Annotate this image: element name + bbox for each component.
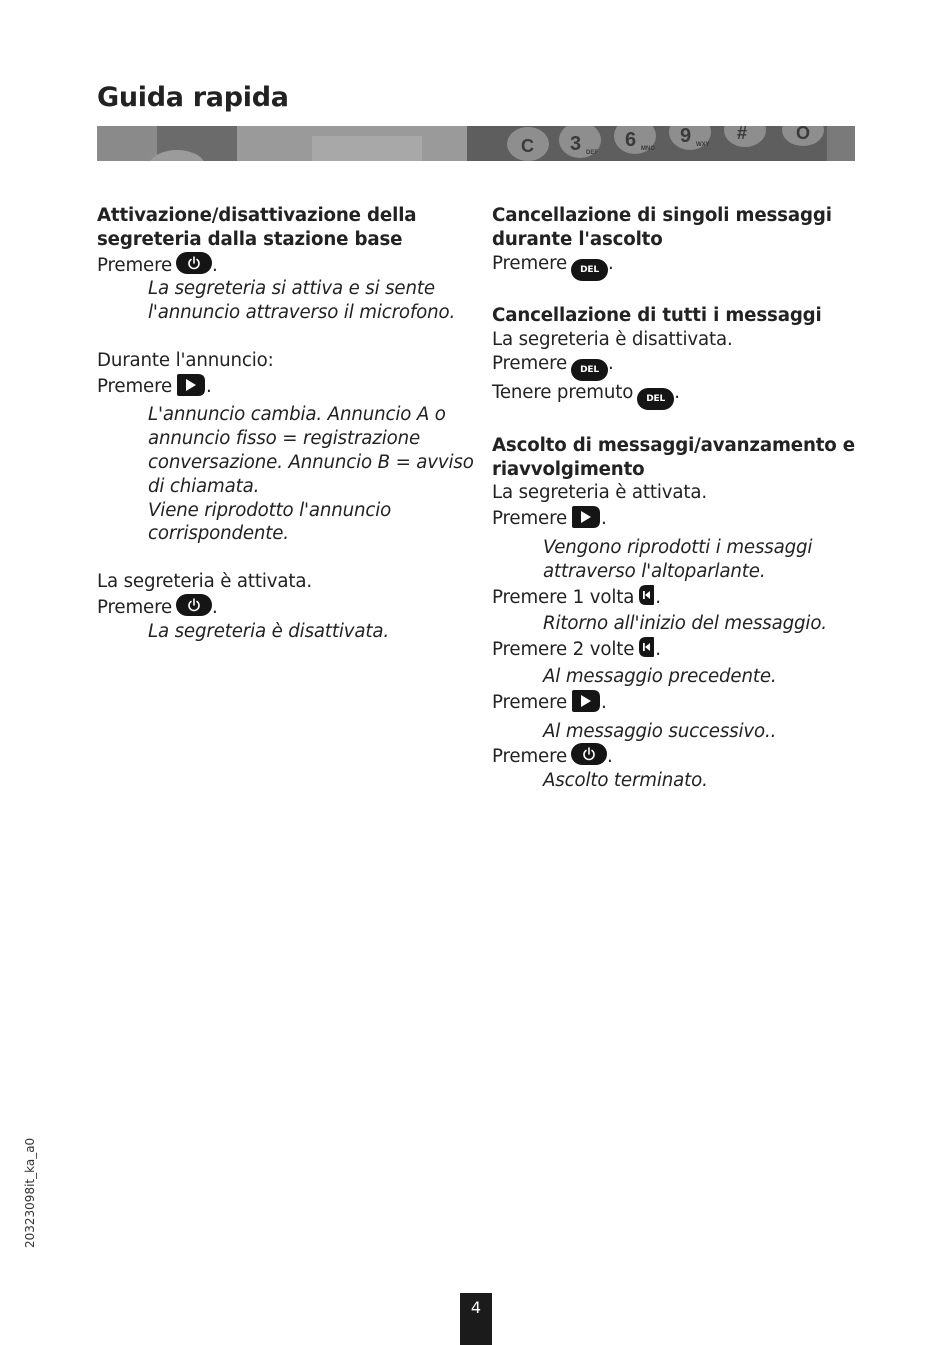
step-hold-del: Tenere premuto DEL .	[492, 381, 862, 410]
play-icon	[571, 505, 601, 536]
result-text: La segreteria si attiva e si sente	[148, 278, 435, 300]
result-text: La segreteria è disattivata.	[148, 620, 389, 642]
intro-text: La segreteria è attivata.	[97, 570, 312, 592]
result-text: annuncio fisso = registrazione	[148, 428, 420, 450]
step-press-play: Premere .	[492, 689, 862, 720]
result-text: attraverso l'altoparlante.	[543, 560, 766, 582]
document-code: 20323098it_ka_a0	[23, 1137, 37, 1248]
del-button-icon: DEL	[637, 388, 674, 410]
key-6-sub: MNO	[641, 146, 655, 152]
key-3-label: 3	[570, 133, 582, 155]
rewind-icon	[638, 636, 655, 665]
del-button-icon: DEL	[571, 259, 608, 281]
intro-text: Durante l'annuncio:	[97, 349, 274, 371]
phone-keypad-banner	[97, 126, 855, 161]
key-6-label: 6	[625, 129, 637, 151]
key-3-sub: DEF	[586, 150, 598, 156]
step-press-play: Premere .	[97, 373, 477, 404]
power-button-icon	[176, 594, 212, 616]
page-title: Guida rapida	[97, 82, 289, 113]
result-text: Vengono riprodotti i messaggi	[543, 536, 813, 558]
del-button-icon: DEL	[571, 359, 608, 381]
rewind-icon	[638, 584, 655, 613]
section-title-delete-all: Cancellazione di tutti i messaggi	[492, 305, 822, 327]
left-column	[97, 204, 477, 643]
key-9-label: 9	[680, 126, 692, 147]
section-title-activation: Attivazione/disattivazione della segreteria dalla stazione base	[97, 205, 417, 250]
result-text: conversazione. Annuncio B = avviso	[148, 451, 474, 473]
result-text: Al messaggio precedente.	[543, 665, 777, 687]
power-button-icon	[571, 743, 607, 765]
power-button-icon	[176, 252, 212, 274]
right-column	[492, 204, 862, 793]
section-title-playback: Ascolto di messaggi/avanzamento e riavvolgimento	[492, 434, 855, 480]
step-press-power: Premere .	[97, 252, 477, 278]
intro-text: La segreteria è attivata.	[492, 482, 707, 504]
result-text: L'annuncio cambia. Annuncio A o	[148, 404, 446, 426]
step-press-del: Premere DEL .	[492, 352, 862, 381]
result-text: Ritorno all'inizio del messaggio.	[543, 613, 827, 635]
play-icon	[571, 689, 601, 720]
result-text: Viene riprodotto l'annuncio	[148, 499, 392, 521]
result-text: l'annuncio attraverso il microfono.	[148, 302, 456, 324]
step-press-power: Premere .	[97, 594, 477, 620]
key-c-label: C	[521, 136, 534, 156]
step-press-del: Premere DEL .	[492, 252, 862, 281]
intro-text: La segreteria è disattivata.	[492, 329, 733, 351]
result-text: Al messaggio successivo..	[543, 720, 777, 742]
step-press-play: Premere .	[492, 505, 862, 536]
page-number: 4	[460, 1293, 492, 1345]
result-text: Ascolto terminato.	[543, 770, 708, 792]
step-press-rewind-once: Premere 1 volta .	[492, 584, 862, 613]
key-9-sub: WXY	[696, 142, 710, 148]
key-o-label: O	[796, 126, 811, 143]
step-press-rewind-twice: Premere 2 volte .	[492, 636, 862, 665]
result-text: corrispondente.	[148, 523, 289, 545]
key-hash-label: #	[737, 126, 748, 143]
step-press-power: Premere .	[492, 743, 862, 769]
play-icon	[176, 373, 206, 404]
section-title-delete-single: Cancellazione di singoli messaggi durante l'ascolto	[492, 205, 832, 250]
result-text: di chiamata.	[148, 475, 260, 497]
